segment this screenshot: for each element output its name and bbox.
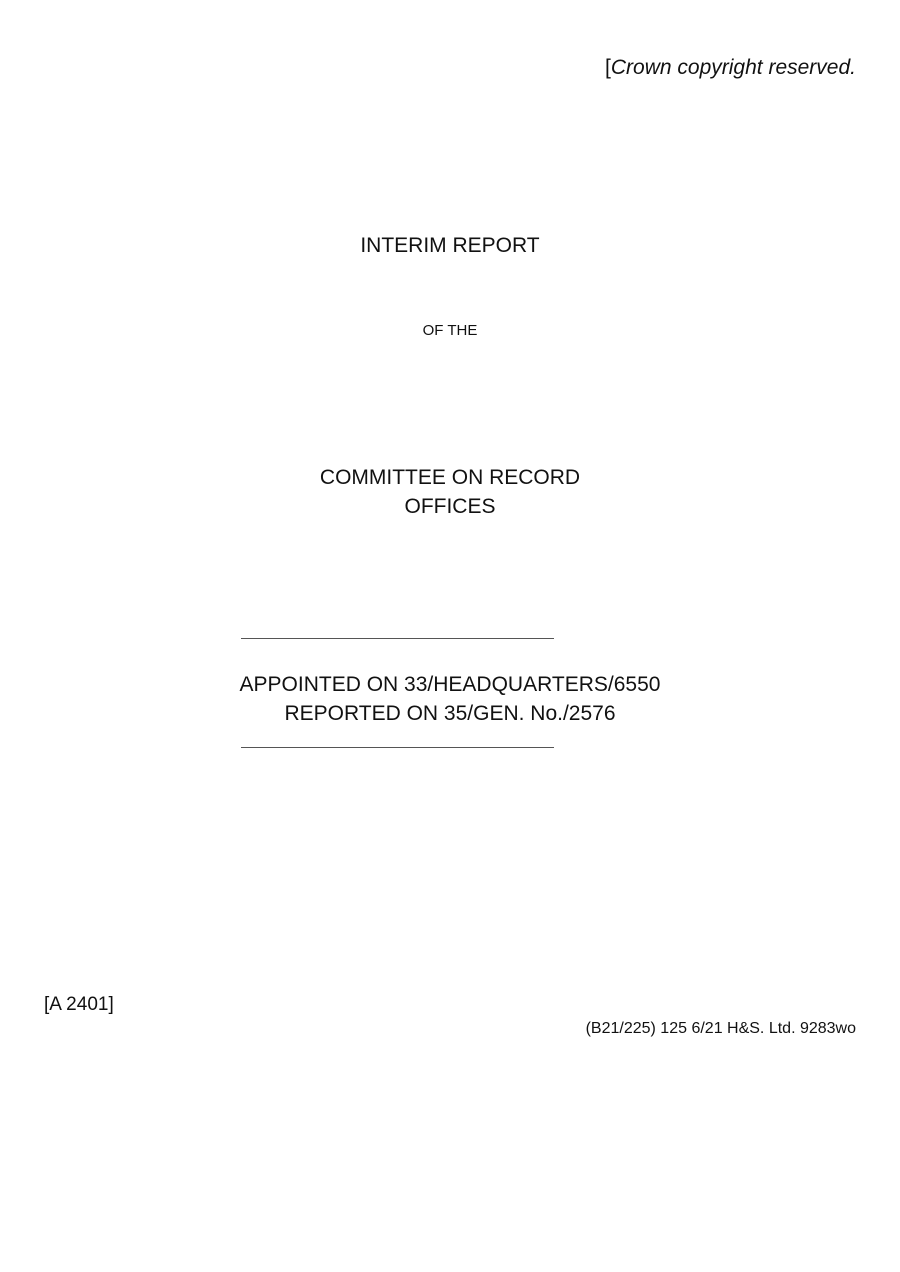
committee-name	[0, 463, 900, 521]
appointment-details	[0, 670, 900, 728]
top-divider	[241, 638, 554, 639]
copyright-notice	[605, 56, 856, 80]
copyright-text: Crown copyright reserved.	[610, 56, 856, 79]
printer-reference: (B21/225) 125 6/21 H&S. Ltd. 9283wo	[585, 1020, 856, 1037]
title-connector: OF THE	[422, 322, 478, 339]
bottom-divider	[241, 747, 554, 748]
copyright-bracket: [	[605, 56, 611, 79]
appointed-line: APPOINTED ON 33/HEADQUARTERS/6550	[239, 673, 661, 696]
committee-name-line-2: OFFICES	[404, 495, 496, 518]
document-reference-left: [A 2401]	[44, 994, 114, 1015]
report-title: INTERIM REPORT	[360, 234, 540, 257]
reported-line: REPORTED ON 35/GEN. No./2576	[284, 702, 616, 725]
committee-name-line-1: COMMITTEE ON RECORD	[319, 466, 581, 489]
